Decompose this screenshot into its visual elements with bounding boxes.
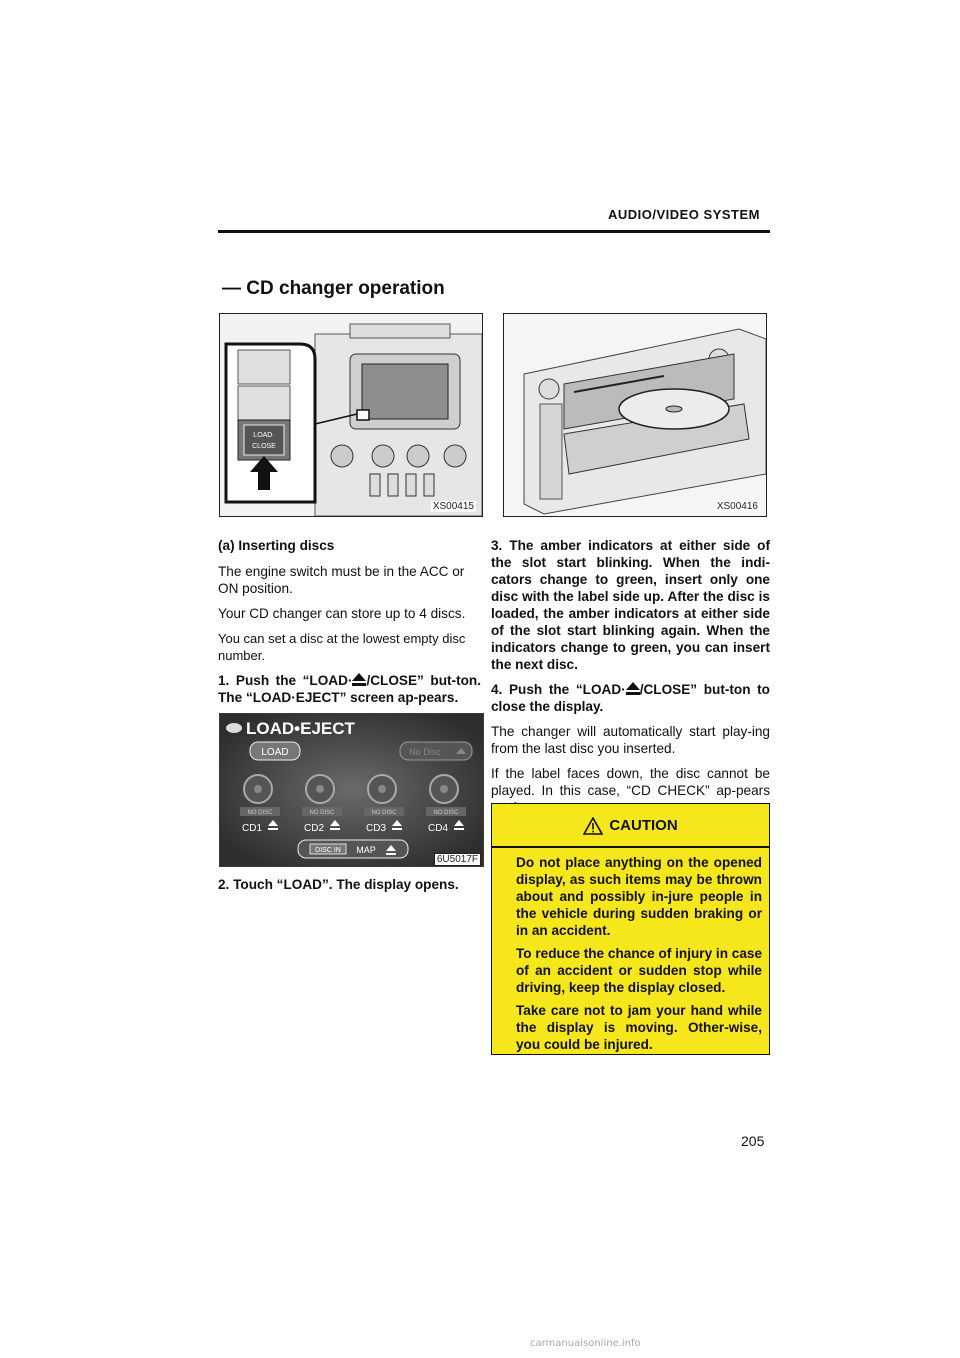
page-number: 205	[741, 1133, 765, 1149]
section-title: — CD changer operation	[222, 278, 445, 299]
step-1-part-a: 1. Push the “LOAD·	[218, 673, 353, 688]
slot-tag: NO DISC	[371, 810, 397, 816]
subsection-heading: (a) Inserting discs	[218, 538, 335, 553]
slot-tag: NO DISC	[433, 810, 459, 816]
figure-dashboard-load-button	[219, 313, 483, 517]
load-button: LOAD	[261, 747, 289, 758]
watermark[interactable]: carmanualsonline.info	[530, 1338, 641, 1349]
slot-label: CD4	[428, 823, 449, 834]
caution-item	[500, 945, 762, 996]
map-label: MAP	[356, 845, 376, 855]
disc-insertion-illustration	[504, 314, 766, 516]
step-2: 2. Touch “LOAD”. The display opens.	[218, 877, 459, 892]
figure-load-eject-screen	[219, 713, 484, 867]
warning-icon	[583, 817, 603, 835]
left-column	[218, 537, 481, 714]
figure-code: 6U5017F	[434, 853, 481, 866]
fig1-button-label-2: CLOSE	[252, 443, 276, 450]
slot-tag: NO DISC	[309, 810, 335, 816]
step-4-part-a: 4. Push the “LOAD·	[491, 682, 626, 697]
slot-label: CD1	[242, 823, 263, 834]
screen-title: LOAD•EJECT	[246, 719, 355, 738]
fig1-button-label-1: LOAD·	[253, 432, 275, 439]
step-3: 3. The amber indicators at either side of the slot start blinking. When the indi-cators change to green, insert only one disc with the label side up. After the disc is loaded, the amber indicators at either side of the slot start blinking again. When the indicators change to green, you can insert the next disc.	[491, 538, 770, 672]
caution-item-text: To reduce the chance of injury in case of an accident or sudden stop while driving, keep the display closed.	[516, 946, 763, 995]
slot-label: CD3	[366, 823, 387, 834]
step-1-part-b: /CLOSE” but-ton. The “LOAD·EJECT” screen ap-pears.	[218, 673, 481, 705]
slot-label: CD2	[304, 823, 325, 834]
caution-item	[500, 854, 762, 939]
figure-code: XS00415	[432, 501, 474, 512]
dashboard-illustration	[220, 314, 482, 516]
step-4-part-b: /CLOSE” but-ton to close the display.	[491, 682, 770, 714]
paragraph: The engine switch must be in the ACC or ON position.	[218, 564, 465, 596]
figure-disc-insertion	[503, 313, 767, 517]
caution-item	[500, 1002, 762, 1053]
caution-rule	[492, 846, 769, 848]
caution-box	[491, 803, 770, 1055]
disc-in-label: DISC IN	[315, 847, 341, 854]
slot-tag: NO DISC	[247, 810, 273, 816]
step-4	[491, 681, 770, 715]
running-header: AUDIO/VIDEO SYSTEM	[607, 207, 760, 222]
step-1	[218, 672, 481, 706]
eject-icon	[626, 682, 640, 695]
caution-list	[500, 854, 762, 1059]
caution-item-text: Do not place anything on the opened display, as such items may be thrown about and possibly in-jure people in the vehicle during sudden braking or in an accident.	[516, 855, 762, 938]
paragraph: If the label faces down, the disc cannot be played. In this case, “CD CHECK” ap-pears	[491, 766, 770, 798]
no-disc-top-button: No Disc	[409, 747, 441, 757]
header-rule	[218, 230, 770, 233]
caution-header	[492, 812, 769, 840]
load-eject-screen	[220, 714, 483, 866]
caution-item-text: Take care not to jam your hand while the display is moving. Other-wise, you could be injured.	[516, 1003, 762, 1052]
caution-title: CAUTION	[609, 817, 678, 834]
eject-icon	[352, 673, 366, 686]
paragraph: You can set a disc at the lowest empty disc number.	[218, 631, 466, 663]
paragraph: Your CD changer can store up to 4 discs.	[218, 606, 466, 621]
right-column	[491, 537, 770, 824]
figure-code: XS00416	[716, 501, 758, 512]
paragraph: The changer will automatically start play-ing from the last disc you inserted.	[491, 724, 770, 756]
